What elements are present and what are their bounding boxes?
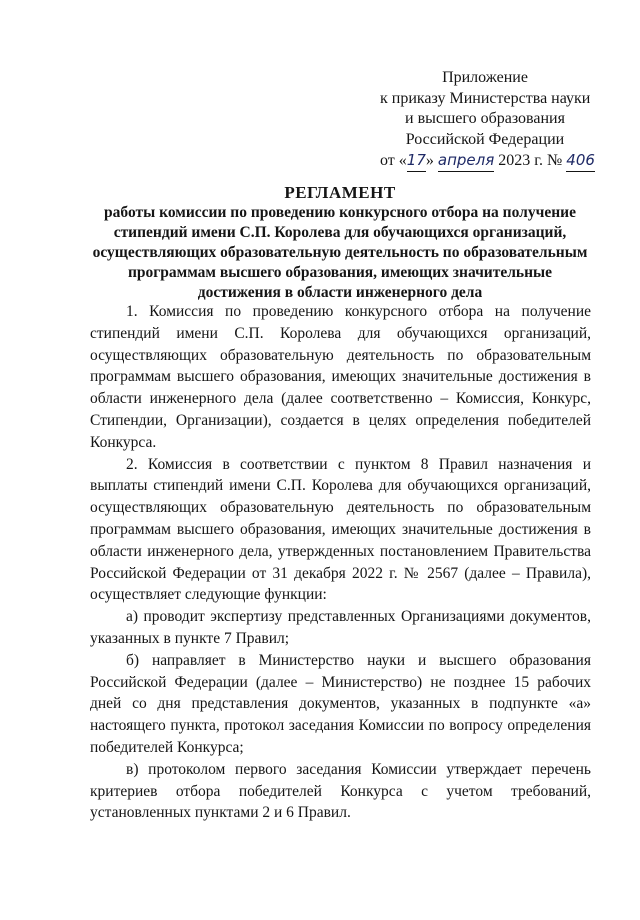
date-prefix: от «: [380, 152, 407, 169]
appendix-order-line: к приказу Министерства науки: [380, 89, 591, 107]
document-body: [90, 301, 591, 824]
paragraph-2c: в) протоколом первого заседания Комиссии утверждает перечень критериев отбора победителей Конкурса с учетом требований, установленных пунктами 2 и 6 Правил.: [90, 760, 591, 822]
date-month-handwritten: апреля: [438, 150, 494, 172]
appendix-country-line: Российской Федерации: [405, 130, 565, 148]
paragraph-2a: а) проводит экспертизу представленных Организациями документов, указанных в пункте 7 Правил;: [90, 608, 591, 647]
date-day-handwritten: 17: [407, 150, 426, 172]
appendix-header: [380, 68, 595, 172]
paragraph-2: 2. Комиссия в соответствии с пунктом 8 Правил назначения и выплаты стипендий имени С.П. Королева для обучающихся организаций, осуществляющих образовательную деятельность по образовательным программам высшего образования, имеющих значительные достижения в области инженерного дела, утвержденных постановлением Правительства Российской Федерации от 31 декабря 2022 г. № 2567 (далее – Правила), осуществляет следующие функции:: [90, 455, 591, 604]
date-year: 2023 г. №: [498, 152, 563, 169]
title-subtitle: работы комиссии по проведению конкурсного отбора на получение стипендий имени С.П. Королева для обучающихся организаций, осуществляющих образовательную деятельность по образовательным программам высшего образования, имеющих значительные достижения в области инженерного дела: [92, 204, 588, 301]
appendix-label: Приложение: [442, 69, 528, 86]
paragraph-2b: б) направляет в Министерство науки и высшего образования Российской Федерации (далее – Министерство) не позднее 15 рабочих дней со дня представления документов, указанных в подпункте «а» настоящего пункта, протокол заседания Комиссии по вопросу определения победителей Конкурса;: [90, 651, 591, 756]
date-mid: »: [425, 152, 434, 169]
title-main: РЕГЛАМЕНТ: [284, 183, 396, 202]
appendix-date-line: [380, 150, 595, 172]
paragraph-1: 1. Комиссия по проведению конкурсного отбора на получение стипендий имени С.П. Королева для обучающихся организаций, осуществляющих образовательную деятельность по образовательным программам высшего образования, имеющих значительные достижения в области инженерного дела (далее соответственно – Комиссия, Конкурс, Стипендии, Организации), создается в целях определения победителей Конкурса.: [90, 303, 591, 451]
order-number-handwritten: 406: [566, 150, 595, 172]
appendix-ministry-line: и высшего образования: [405, 110, 565, 127]
document-title: [90, 183, 590, 303]
